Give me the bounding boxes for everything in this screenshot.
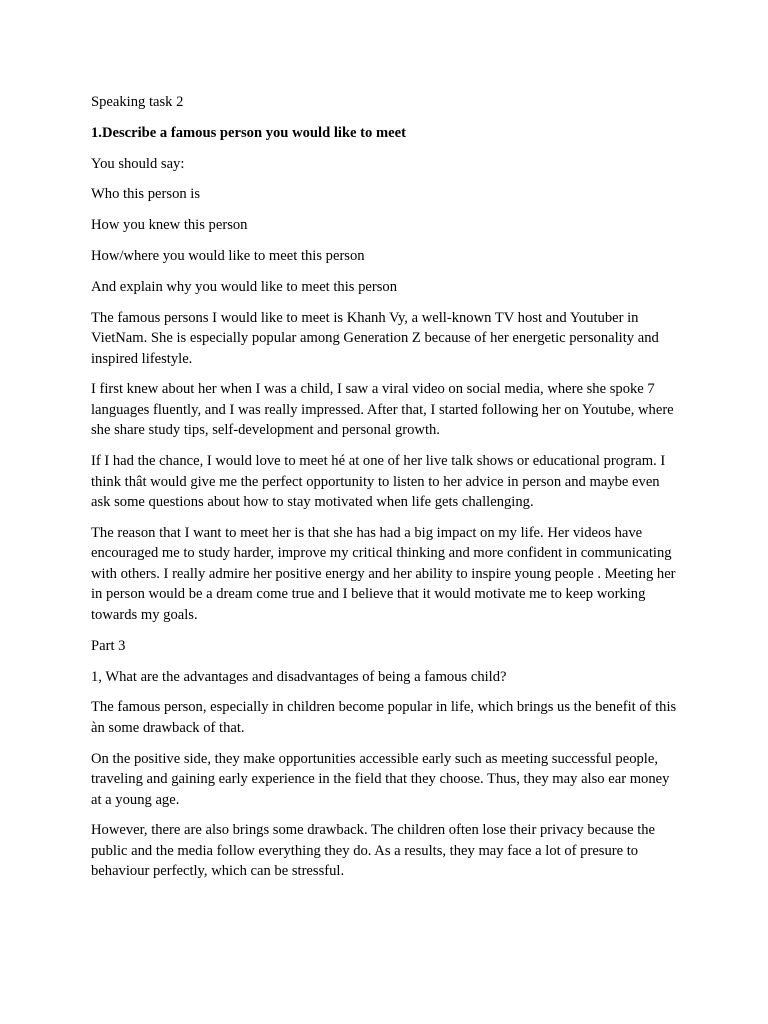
part3-heading: Part 3 (91, 637, 126, 654)
part3-paragraph: The famous person, especially in children become popular in life, which brings us the benefit of this àn some drawback of that. (91, 699, 677, 736)
prompt-item: How/where you would like to meet this person (91, 247, 365, 264)
answer-paragraph: The reason that I want to meet her is that she has had a big impact on my life. Her videos have encouraged me to study harder, improve my critical thinking and more confident in communicating with others. I really admire her positive energy and her ability to inspire young people . Meeting her in person would be a dream come true and I believe that it would motivate me to keep working towards my goals. (91, 524, 676, 623)
document-title: Speaking task 2 (91, 94, 184, 110)
question-heading: 1.Describe a famous person you would like to meet (91, 124, 406, 141)
prompt-item: Who this person is (91, 186, 201, 203)
prompt-item: How you knew this person (91, 217, 248, 234)
document-page (91, 92, 681, 892)
answer-paragraph: If I had the chance, I would love to meet hé at one of her live talk shows or educational program. I think thât would give me the perfect opportunity to listen to her advice in person and maybe even ask some questions about how to stay motivated when life gets challenging. (91, 453, 666, 511)
prompt-item: And explain why you would like to meet this person (91, 278, 398, 295)
answer-paragraph: The famous persons I would like to meet is Khanh Vy, a well-known TV host and Youtuber in VietNam. She is especially popular among Generation Z because of her energetic personality and inspired lifestyle. (91, 309, 659, 367)
prompt-intro: You should say: (91, 155, 185, 172)
part3-paragraph: On the positive side, they make opportunities accessible early such as meeting successful people, traveling and gaining early experience in the field that they choose. Thus, they may also ear money at a young age. (91, 750, 670, 808)
part3-question: 1, What are the advantages and disadvantages of being a famous child? (91, 668, 507, 685)
answer-paragraph: I first knew about her when I was a child, I saw a viral video on social media, where she spoke 7 languages fluently, and I was really impressed. After that, I started following her on Youtube, where she share study tips, self-development and personal growth. (91, 381, 674, 439)
part3-paragraph: However, there are also brings some drawback. The children often lose their privacy because the public and the media follow everything they do. As a results, they may face a lot of presure to behaviour perfectly, which can be stressful. (91, 822, 656, 880)
